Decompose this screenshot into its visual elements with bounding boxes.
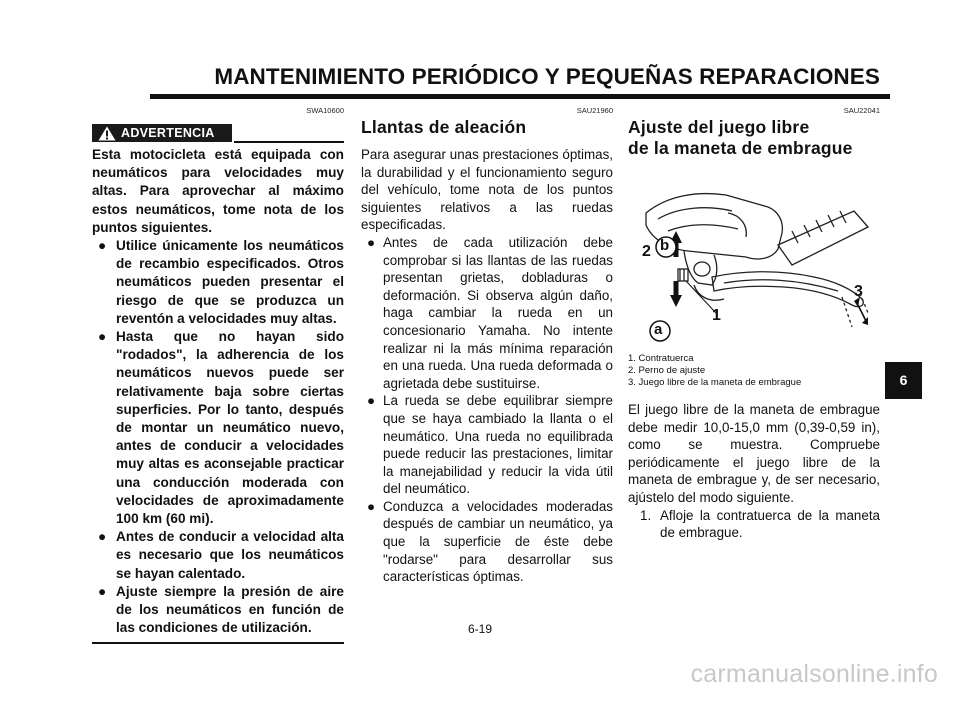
bullet-icon: ● xyxy=(98,329,107,345)
clutch-lever-drawing xyxy=(628,173,880,349)
bullet-icon: ● xyxy=(367,234,376,250)
list-item: ● Ajuste siempre la presión de aire de los neumáticos en función de las condiciones de utilización. xyxy=(98,583,344,636)
bullet-icon: ● xyxy=(98,529,107,545)
caption-item: 1. Contratuerca xyxy=(628,353,694,364)
figure-label-2: 2 xyxy=(642,243,651,260)
step-number: 1. xyxy=(640,507,652,523)
figure-label-b: b xyxy=(660,237,670,254)
clutch-body-paragraph: El juego libre de la maneta de embrague debe medir 10,0-15,0 mm (0,39-0,59 in), como se muestra. Compruebe periódicamente el juego libre de la maneta de embrague y, de ser necesario, ajústelo del modo siguiente. xyxy=(628,402,880,505)
list-item: ● Utilice únicamente los neumáticos de recambio especificados. Otros neumáticos pueden presentar el riesgo de que se produzca un reventón a velocidades muy altas. xyxy=(98,238,344,326)
alloy-bullet-list xyxy=(361,234,613,586)
bullet-icon: ● xyxy=(367,498,376,514)
bullet-icon: ● xyxy=(367,393,376,409)
alloy-body xyxy=(361,146,613,586)
warning-badge xyxy=(92,124,232,142)
warning-body xyxy=(92,146,344,644)
procedure-step xyxy=(628,507,880,542)
figure-label-a: a xyxy=(654,321,663,338)
warning-column xyxy=(92,106,344,644)
clutch-column xyxy=(628,106,880,542)
list-item: ● La rueda se debe equilibrar siempre que se haya cambiado la llanta o el neumático. Una rueda no equilibrada puede reducir las prestaciones, limitar la manejabilidad y reducir la vida útil del neumático. xyxy=(367,393,613,497)
figure-captions xyxy=(628,353,880,389)
alloy-column xyxy=(361,106,613,586)
list-item: ● Antes de cada utilización debe comprobar si las llantas de las ruedas presentan grietas, dobladuras o deformación. Si observa algún daño, haga cambiar la rueda en un concesionario Yamaha. No intente realizar ni la más mínima reparación en una rueda. Una rueda deformada o agrietada debe sustituirse. xyxy=(367,234,613,391)
header-rule xyxy=(150,94,890,99)
page-number: 6-19 xyxy=(467,622,493,636)
bullet-icon: ● xyxy=(98,238,107,254)
page-header-title: MANTENIMIENTO PERIÓDICO Y PEQUEÑAS REPARACIONES xyxy=(214,64,880,89)
warning-triangle-icon xyxy=(98,126,116,141)
clutch-title xyxy=(628,117,880,159)
caption-item: 2. Perno de ajuste xyxy=(628,365,706,376)
warning-intro: Esta motocicleta está equipada con neumáticos para velocidades muy altas. Para aprovechar al máximo estos neumáticos, tome nota de los puntos siguientes. xyxy=(92,147,344,235)
clutch-lever-illustration xyxy=(628,173,880,349)
watermark: carmanualsonline.info xyxy=(690,660,938,688)
clutch-title-line-2: de la maneta de embrague xyxy=(628,138,853,158)
figure-label-3: 3 xyxy=(854,283,863,300)
list-item: ● Conduzca a velocidades moderadas después de cambiar un neumático, ya que la superficie de éste debe "rodarse" para desarrollar sus características óptimas. xyxy=(367,498,613,585)
warning-code: SWA10600 xyxy=(306,106,344,115)
warning-bullet-list xyxy=(92,237,344,637)
chapter-tab: 6 xyxy=(885,362,922,399)
warning-header xyxy=(92,119,344,145)
alloy-title: Llantas de aleación xyxy=(361,117,527,137)
warning-label: ADVERTENCIA xyxy=(121,126,215,140)
caption-item: 3. Juego libre de la maneta de embrague xyxy=(628,377,802,388)
clutch-body xyxy=(628,401,880,542)
clutch-code: SAU22041 xyxy=(843,106,880,115)
list-item: ● Hasta que no hayan sido "rodados", la adherencia de los neumáticos nuevos puede ser relativamente baja sobre ciertas superficies. Por lo tanto, después de montar un neumático nuevo, antes de conducir a velocidades muy altas es aconsejable practicar una conducción moderada con velocidades de aproximadamente 100 km (60 mi). xyxy=(98,329,344,527)
bullet-icon: ● xyxy=(98,583,107,599)
clutch-title-line-1: Ajuste del juego libre xyxy=(628,117,810,137)
step-text: Afloje la contratuerca de la maneta de embrague. xyxy=(660,507,880,541)
list-item: ● Antes de conducir a velocidad alta es necesario que los neumáticos se hayan calentado. xyxy=(98,529,344,581)
alloy-code: SAU21960 xyxy=(576,106,613,115)
warning-rule xyxy=(234,141,344,143)
warning-bottom-rule xyxy=(92,642,344,644)
figure-label-1: 1 xyxy=(712,307,721,324)
alloy-intro: Para asegurar unas prestaciones óptimas, la durabilidad y el funcionamiento seguro del vehículo, tome nota de los puntos siguientes relativos a las ruedas especificadas. xyxy=(361,147,613,233)
